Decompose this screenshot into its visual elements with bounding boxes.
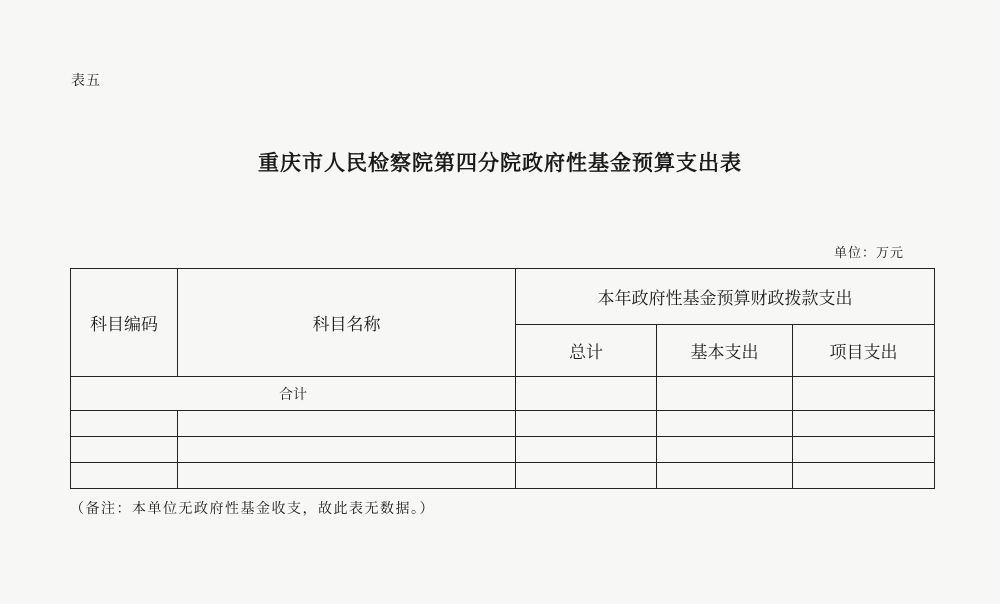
cell-basic [657,411,793,437]
table-number-label: 表五 [71,73,101,89]
cell-total [516,463,657,489]
total-row-basic [657,377,793,411]
cell-basic [657,463,793,489]
total-row [71,377,935,411]
cell-total [516,411,657,437]
table-row [71,437,935,463]
cell-project [793,437,935,463]
header-name: 科目名称 [178,269,516,377]
table-row [71,463,935,489]
cell-total [516,437,657,463]
footnote: （备注：本单位无政府性基金收支，故此表无数据。） [70,501,435,517]
header-total: 总计 [516,325,657,377]
document-title: 重庆市人民检察院第四分院政府性基金预算支出表 [258,150,742,175]
header-code: 科目编码 [71,269,178,377]
cell-code [71,463,178,489]
cell-name [178,463,516,489]
cell-project [793,411,935,437]
total-row-total [516,377,657,411]
cell-basic [657,437,793,463]
budget-table [70,268,935,489]
cell-code [71,437,178,463]
total-row-project [793,377,935,411]
header-group: 本年政府性基金预算财政拨款支出 [516,269,935,325]
table-row [71,411,935,437]
total-row-label: 合计 [71,377,516,411]
cell-project [793,463,935,489]
cell-code [71,411,178,437]
unit-label: 单位：万元 [834,246,905,261]
header-basic: 基本支出 [657,325,793,377]
cell-name [178,411,516,437]
header-project: 项目支出 [793,325,935,377]
cell-name [178,437,516,463]
